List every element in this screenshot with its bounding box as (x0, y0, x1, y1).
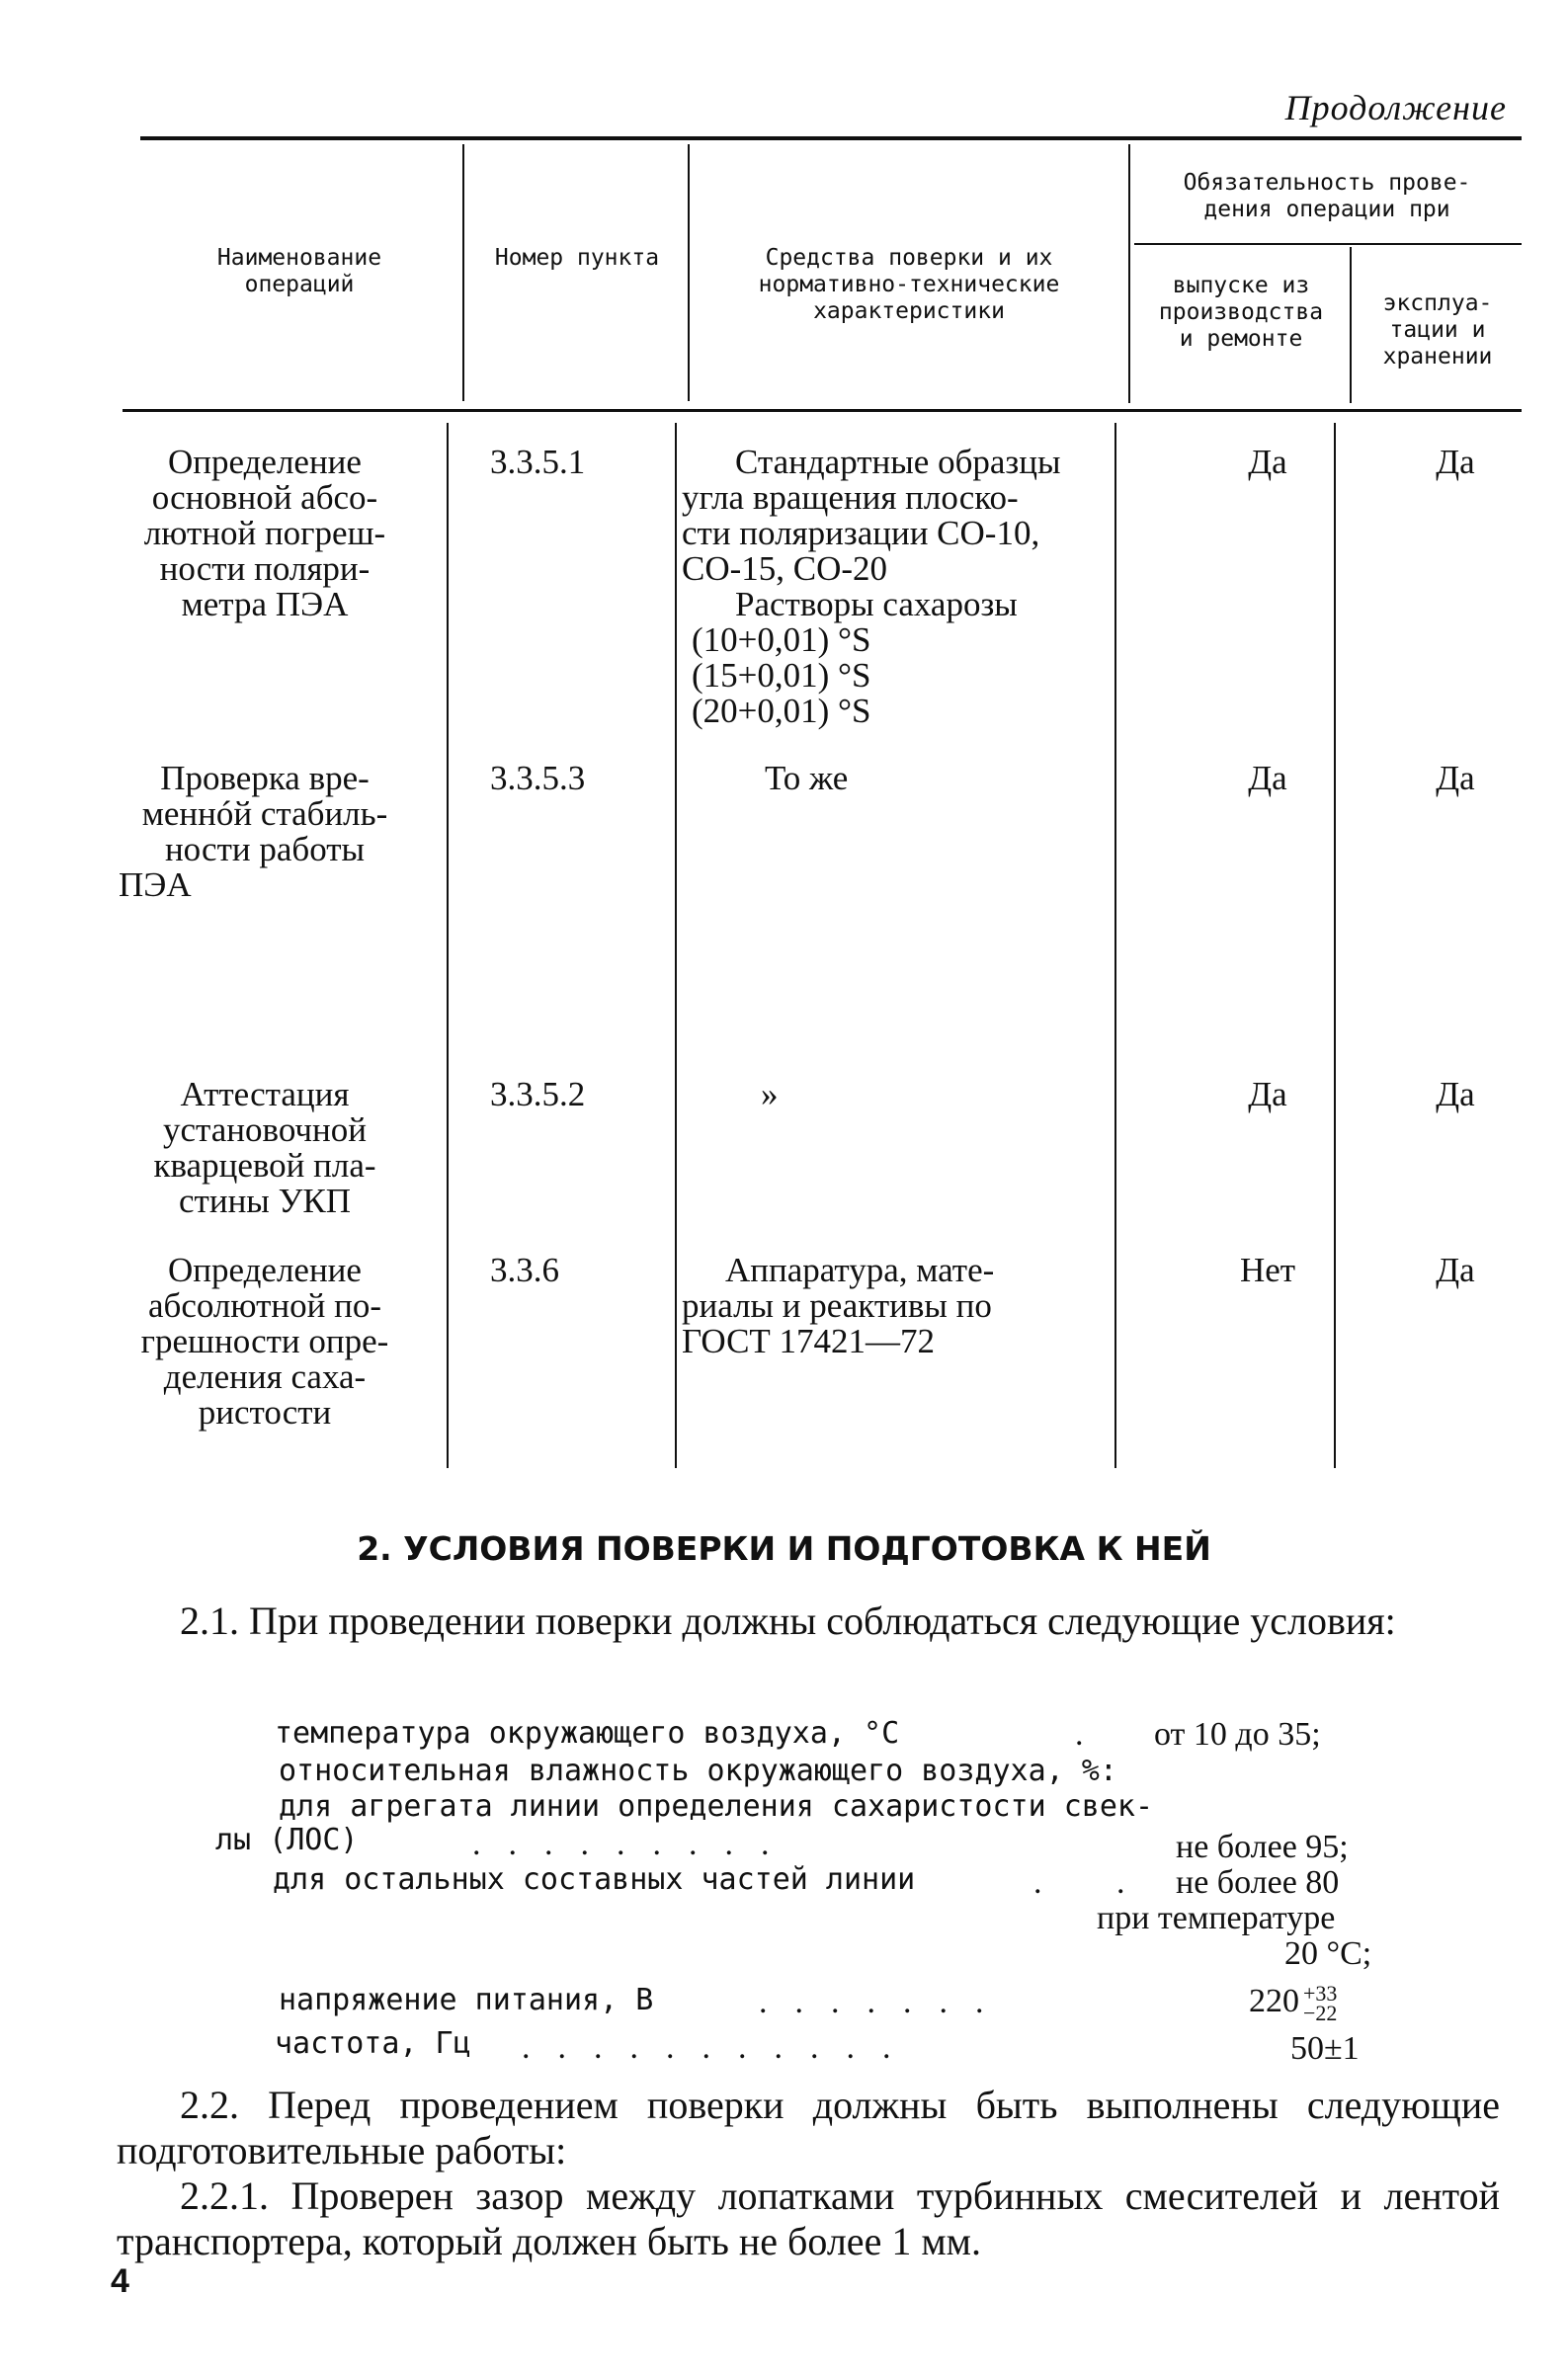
condition-voltage-label: напряжение питания, В (279, 1983, 654, 2017)
row-1-production: Да (1248, 443, 1287, 481)
header-operation: эксплуа- тации и хранении (1382, 290, 1493, 369)
condition-other-cond-2: 20 °С; (1284, 1935, 1372, 1972)
row-1-name: Определение основной абсо- лютной погреш- ности поляри- метра ПЭА (143, 443, 386, 623)
section-title: 2. УСЛОВИЯ ПОВЕРКИ И ПОДГОТОВКА К НЕЙ (357, 1529, 1211, 1568)
row-3-means: » (761, 1075, 779, 1113)
header-production: выпуске из производства и ремонте (1158, 273, 1324, 352)
row-2-name: Проверка вре- меннóй стабиль- ности работы ПЭА (119, 759, 388, 904)
row-1-means: Стандартные образцы угла вращения плоско- сти поляризации СО-10, СО-15, СО-20 Растворы сахарозы (10+0,01) °S (15+0,01) °S (20+0,01) °S (682, 443, 1061, 730)
header-operation-name: Наименование операций (216, 245, 382, 297)
row-1-item: 3.3.5.1 (490, 443, 586, 481)
voltage-tolerance-plus: +33 (1303, 1981, 1338, 2007)
paragraph-2-1: 2.1. При проведении поверки должны соблюдаться следующие условия: (180, 1598, 1396, 1643)
row-3-item: 3.3.5.2 (490, 1075, 586, 1113)
condition-voltage (1249, 1981, 1338, 2026)
row-3-production: Да (1248, 1075, 1287, 1113)
condition-los-label-1: для агрегата линии определения сахаристости свек- (279, 1789, 1154, 1824)
condition-frequency-label: частота, Гц (275, 2026, 471, 2061)
row-4-name: Определение абсолютной по- грешности опре- деления саха- ристости (140, 1251, 389, 1432)
row-2-item: 3.3.5.3 (490, 759, 586, 797)
divider-3 (1128, 144, 1130, 403)
page-number: 4 (111, 2262, 129, 2300)
row-4-item: 3.3.6 (490, 1251, 559, 1289)
row-4-means: Аппаратура, мате- риалы и реактивы по ГОСТ 17421—72 (682, 1251, 995, 1360)
body-divider-2 (675, 423, 677, 1468)
header-bottom-rule (123, 409, 1522, 412)
verification-table (117, 136, 1522, 1480)
group-header-rule (1134, 243, 1522, 245)
paragraph-2-2: 2.2. Перед проведением поверки должны быть выполнены следующие подготовительные работы: (117, 2083, 1500, 2172)
continuation-label: Продолжение (1284, 88, 1507, 127)
divider-1 (462, 144, 464, 401)
condition-other-cond-1: при температуре (1097, 1900, 1336, 1936)
dot-other-2: . (1116, 1864, 1125, 1901)
row-3-operation: Да (1436, 1075, 1475, 1113)
condition-humidity-label: относительная влажность окружающего воздуха, %: (279, 1754, 1117, 1788)
header-item-number: Номер пункта (494, 245, 660, 271)
row-2-means: То же (765, 759, 849, 797)
condition-temperature-value: от 10 до 35; (1154, 1716, 1321, 1753)
condition-other-value: не более 80 (1176, 1864, 1340, 1901)
voltage-tolerance-minus: −22 (1303, 2001, 1338, 2026)
condition-temperature-label: температура окружающего воздуха, °С (275, 1716, 900, 1751)
leader-dots-voltage: ....... (759, 1984, 1012, 2020)
leader-dots-frequency: ........... (522, 2029, 919, 2066)
row-4-operation: Да (1436, 1251, 1475, 1289)
row-3-name: Аттестация установочной кварцевой пла- стины УКП (153, 1075, 376, 1220)
paragraph-2-2-1: 2.2.1. Проверен зазор между лопатками турбинных смесителей и лентой транспортера, который должен быть не более 1 мм. (117, 2173, 1500, 2263)
row-1-operation: Да (1436, 443, 1475, 481)
condition-voltage-value: 220 (1249, 1983, 1299, 2019)
condition-other-label: для остальных составных частей линии (273, 1862, 916, 1897)
leader-dots-los: ......... (472, 1826, 797, 1862)
row-2-production: Да (1248, 759, 1287, 797)
row-2-operation: Да (1436, 759, 1475, 797)
body-divider-1 (447, 423, 449, 1468)
header-verification-means: Средства поверки и их нормативно-технические характеристики (758, 245, 1060, 324)
condition-frequency-value: 50±1 (1290, 2030, 1360, 2067)
row-4-production: Нет (1239, 1251, 1296, 1289)
header-obligatoriness: Обязательность прове- дения операции при (1183, 170, 1471, 222)
condition-los-value: не более 95; (1176, 1829, 1349, 1865)
dot-temperature: . (1075, 1716, 1084, 1753)
voltage-tolerance (1303, 1981, 1338, 2026)
divider-4 (1350, 247, 1352, 403)
table-top-rule (140, 136, 1522, 140)
dot-other-1: . (1033, 1864, 1042, 1901)
body-divider-4 (1334, 423, 1336, 1468)
condition-los-label-2: лы (ЛОС) (215, 1823, 359, 1857)
